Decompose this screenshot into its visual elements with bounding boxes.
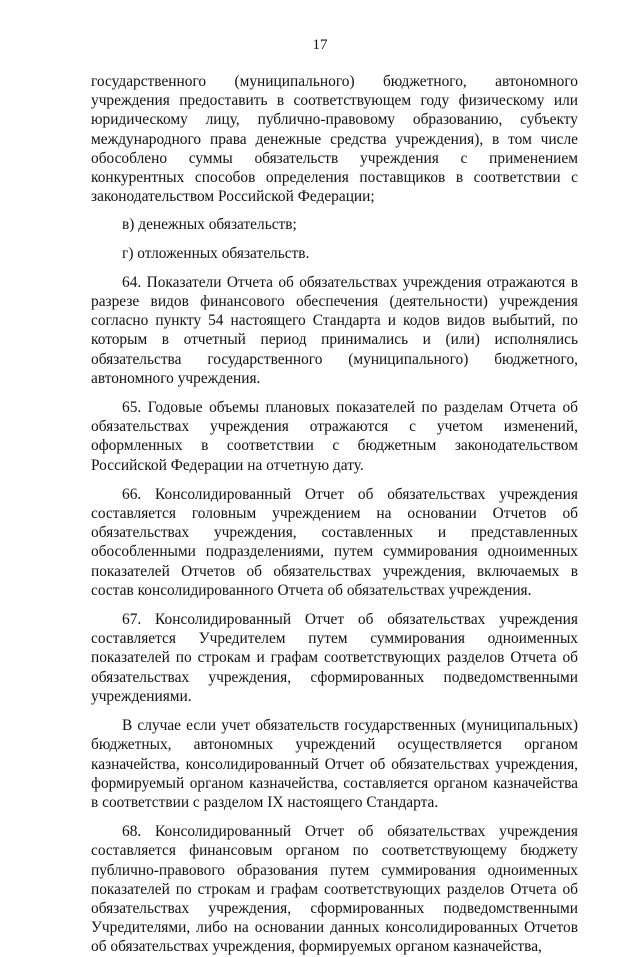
paragraph-64: 64. Показатели Отчета об обязательствах учреждения отражаются в разрезе видов финансового обеспечения (деятельности) учреждения согласно пункту 54 настоящего Стандарта и кодов видов выбытий, по которым в отчетный период принимались и (или) исполнялись обязательства государственного (муниципального) бюджетного, автономного учреждения. <box>91 273 578 387</box>
paragraph-item-g: г) отложенных обязательств. <box>122 244 310 262</box>
page-number: 17 <box>312 37 328 53</box>
document-body <box>91 72 578 957</box>
paragraph-67-note: В случае если учет обязательств государственных (муниципальных) бюджетных, автономных учреждений осуществляется органом казначейства, консолидированный Отчет об обязательствах учреждения, формируемый органом казначейства, составляется органом казначейства в соответствии с разделом IX настоящего Стандарта. <box>91 717 578 811</box>
paragraph-66: 66. Консолидированный Отчет об обязательствах учреждения составляется головным учреждением на основании Отчетов об обязательствах учреждения, составленных и представленных обособленными подразделениями, путем суммирования одноименных показателей Отчетов об обязательствах учреждения, включаемых в состав консолидированного Отчета об обязательствах учреждения. <box>91 485 578 599</box>
paragraph-67: 67. Консолидированный Отчет об обязательствах учреждения составляется Учредителем путем суммирования одноименных показателей по строкам и графам соответствующих разделов Отчета об обязательствах учреждения, сформированных подведомственными учреждениями. <box>91 611 578 705</box>
paragraph-item-v: в) денежных обязательств; <box>122 216 297 234</box>
paragraph-65: 65. Годовые объемы плановых показателей по разделам Отчета об обязательствах учреждения отражаются с учетом изменений, оформленных в соответствии с бюджетным законодательством Российской Федерации на отчетную дату. <box>91 399 578 474</box>
paragraph-continuation: государственного (муниципального) бюджетного, автономного учреждения предоставить в соответствующем году физическому или юридическому лицу, публично-правовому образованию, субъекту международного права денежные средства учреждения), в том числе обособлено суммы обязательств учреждения с применением конкурентных способов определения поставщиков в соответствии с законодательством Российской Федерации; <box>91 73 578 206</box>
paragraph-68: 68. Консолидированный Отчет об обязательствах учреждения составляется финансовым органом по соответствующему бюджету публично-правового образования путем суммирования одноименных показателей по строкам и графам соответствующих разделов Отчета об обязательствах учреждения, сформированных подведомственными Учредителями, либо на основании данных консолидированных Отчетов об обязательствах учреждения, формируемых органом казначейства, <box>91 823 578 956</box>
